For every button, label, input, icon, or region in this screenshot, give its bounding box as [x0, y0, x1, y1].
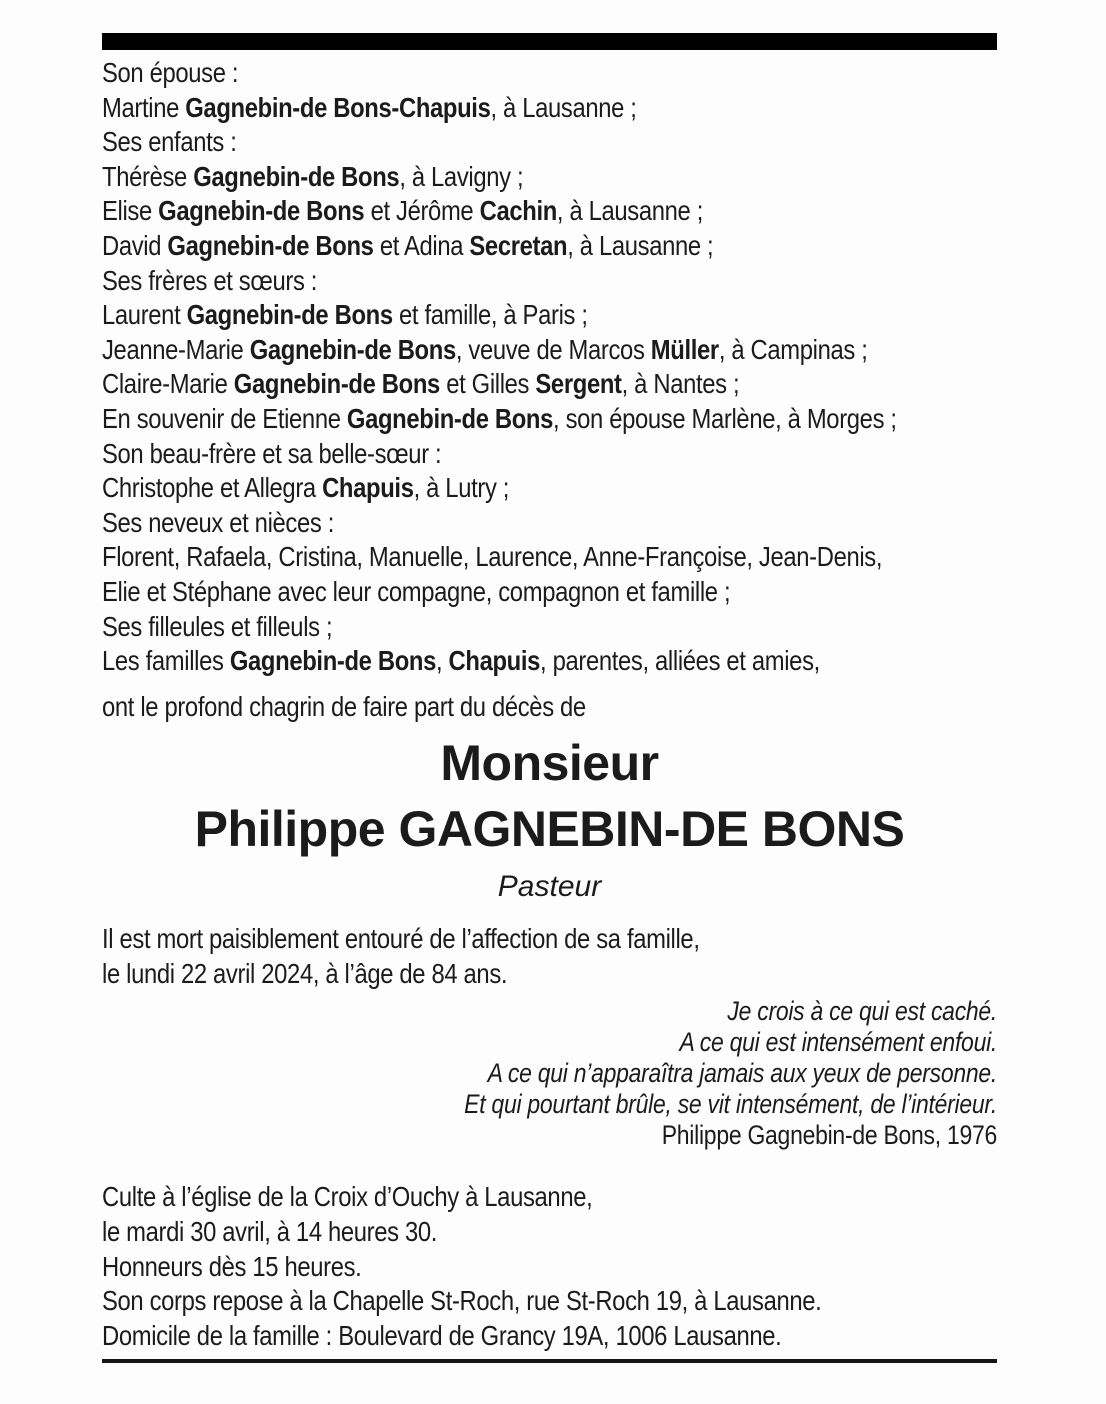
family-line: Christophe et Allegra Chapuis, à Lutry ; — [102, 472, 510, 504]
family-line: Ses neveux et nièces : — [102, 506, 334, 538]
family-line: Claire-Marie Gagnebin-de Bons et Gilles Sergent, à Nantes ; — [102, 368, 740, 400]
death-line: Il est mort paisiblement entouré de l’affection de sa famille, — [102, 923, 700, 955]
family-line: Martine Gagnebin-de Bons-Chapuis, à Lausanne ; — [102, 91, 637, 123]
quote-line: A ce qui est intensément enfoui. — [679, 1027, 998, 1058]
ceremony-line: le mardi 30 avril, à 14 heures 30. — [102, 1216, 438, 1248]
family-line: Ses enfants : — [102, 126, 237, 158]
ceremony-line: Culte à l’église de la Croix d’Ouchy à Lausanne, — [102, 1181, 593, 1213]
bottom-rule — [102, 1359, 997, 1363]
obituary-notice — [102, 33, 997, 1363]
ceremony-line: Son corps repose à la Chapelle St-Roch, rue St-Roch 19, à Lausanne. — [102, 1285, 822, 1317]
quote-attribution: Philippe Gagnebin-de Bons, 1976 — [661, 1119, 998, 1150]
deceased-name: Philippe GAGNEBIN-DE BONS — [194, 801, 905, 858]
intro-line: ont le profond chagrin de faire part du décès de — [102, 690, 586, 722]
salutation: Monsieur — [440, 735, 659, 792]
death-line: le lundi 22 avril 2024, à l’âge de 84 ans. — [102, 957, 508, 989]
family-line: Florent, Rafaela, Cristina, Manuelle, Laurence, Anne-Françoise, Jean-Denis, — [102, 541, 883, 573]
ceremony-line: Domicile de la famille : Boulevard de Grancy 19A, 1006 Lausanne. — [102, 1319, 782, 1351]
ceremony-line: Honneurs dès 15 heures. — [102, 1250, 362, 1282]
family-line: Son épouse : — [102, 57, 239, 88]
announcement-intro — [102, 690, 997, 725]
family-line: En souvenir de Etienne Gagnebin-de Bons, son épouse Marlène, à Morges ; — [102, 402, 897, 434]
top-rule — [102, 33, 997, 50]
family-line: Laurent Gagnebin-de Bons et famille, à Paris ; — [102, 299, 588, 331]
family-line: Elise Gagnebin-de Bons et Jérôme Cachin, à Lausanne ; — [102, 195, 704, 227]
deceased-title-block — [102, 730, 997, 912]
family-line: Jeanne-Marie Gagnebin-de Bons, veuve de Marcos Müller, à Campinas ; — [102, 333, 868, 365]
memorial-quote — [102, 996, 997, 1150]
family-line: Ses filleules et filleuls ; — [102, 610, 333, 642]
quote-line: A ce qui n’apparaîtra jamais aux yeux de personne. — [487, 1058, 998, 1089]
family-line: Ses frères et sœurs : — [102, 264, 318, 296]
family-line: David Gagnebin-de Bons et Adina Secretan, à Lausanne ; — [102, 229, 714, 261]
ceremony-details — [102, 1180, 997, 1353]
quote-line: Et qui pourtant brûle, se vit intensément, de l’intérieur. — [464, 1088, 998, 1119]
family-line: Elie et Stéphane avec leur compagne, compagnon et famille ; — [102, 575, 731, 607]
family-line: Les familles Gagnebin-de Bons, Chapuis, parentes, alliées et amies, — [102, 645, 820, 677]
family-line: Thérèse Gagnebin-de Bons, à Lavigny ; — [102, 160, 524, 192]
deceased-role: Pasteur — [497, 870, 602, 904]
death-paragraph — [102, 922, 997, 991]
family-line: Son beau-frère et sa belle-sœur : — [102, 437, 442, 469]
quote-line: Je crois à ce qui est caché. — [727, 996, 998, 1027]
family-list — [102, 56, 997, 679]
